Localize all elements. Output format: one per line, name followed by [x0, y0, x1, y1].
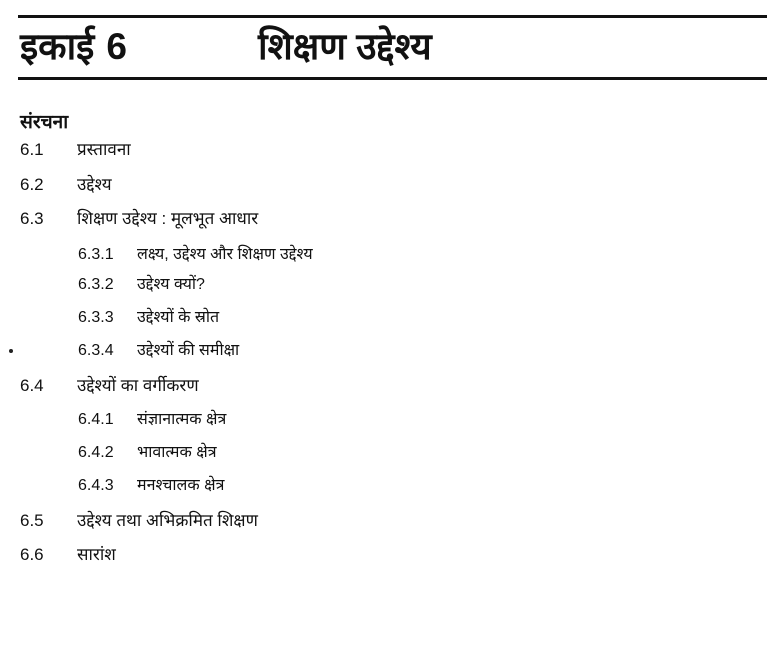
toc-number: 6.4: [20, 376, 44, 395]
toc-text: प्रस्तावना: [77, 140, 131, 159]
toc-text: शिक्षण उद्देश्य : मूलभूत आधार: [77, 209, 259, 228]
toc-number: 6.3.3: [78, 309, 114, 326]
toc-number: 6.1: [20, 140, 44, 159]
toc-text: भावात्मक क्षेत्र: [137, 444, 217, 461]
toc-text: उद्देश्यों के स्रोत: [137, 309, 220, 326]
toc-number: 6.3: [20, 209, 44, 228]
unit-title: [20, 22, 432, 72]
toc-number: 6.6: [20, 545, 44, 564]
toc-text: उद्देश्य: [77, 175, 112, 194]
toc-text: लक्ष्य, उद्देश्य और शिक्षण उद्देश्य: [137, 246, 313, 263]
top-rule: [18, 15, 767, 18]
toc-text: मनश्चालक क्षेत्र: [137, 477, 225, 494]
unit-title-text: शिक्षण उद्देश्य: [258, 26, 432, 67]
toc-number: 6.3.2: [78, 276, 114, 293]
toc-number: 6.4.1: [78, 411, 114, 428]
toc-number: 6.4.2: [78, 444, 114, 461]
toc-text: सारांश: [77, 545, 116, 564]
toc-number: 6.2: [20, 175, 44, 194]
scan-speck: [9, 349, 13, 353]
toc-text: उद्देश्यों का वर्गीकरण: [77, 376, 199, 395]
toc-number: 6.3.1: [78, 246, 114, 263]
toc-text: उद्देश्य तथा अभिक्रमित शिक्षण: [77, 511, 258, 530]
contents-heading: संरचना: [20, 112, 69, 133]
toc-number: 6.5: [20, 511, 44, 530]
toc-number: 6.4.3: [78, 477, 114, 494]
bottom-rule: [18, 77, 767, 80]
toc-number: 6.3.4: [78, 342, 114, 359]
unit-number: 6: [106, 26, 127, 67]
toc-text: उद्देश्यों की समीक्षा: [137, 342, 240, 359]
unit-label: इकाई: [20, 26, 95, 67]
toc-text: संज्ञानात्मक क्षेत्र: [137, 411, 227, 428]
toc-text: उद्देश्य क्यों?: [137, 276, 205, 293]
